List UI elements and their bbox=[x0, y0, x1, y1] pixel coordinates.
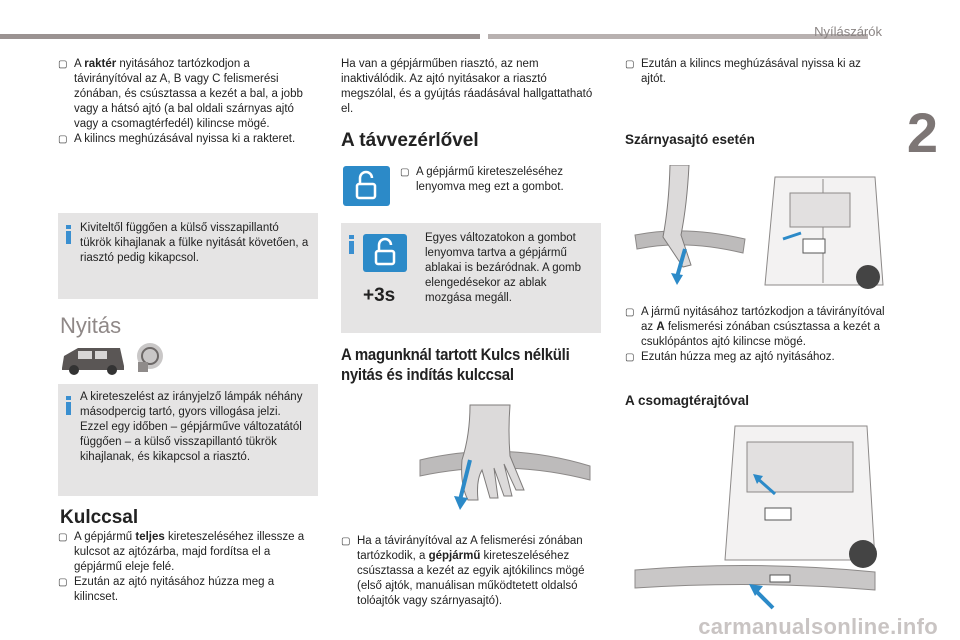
bullet-marker-icon: ▢ bbox=[400, 167, 410, 178]
bullet-marker-icon: ▢ bbox=[58, 134, 68, 145]
col3-top-bullet bbox=[625, 57, 885, 87]
chapter-number: 2 bbox=[906, 101, 938, 164]
keyless-bullet bbox=[341, 534, 601, 609]
bullet-item: ▢ A kilincs meghúzásával nyissa ki a rakteret. bbox=[58, 133, 296, 145]
bullet-item: ▢ A jármű nyitásához tartózkodjon a távirányítóval az A felismerési zónában csúsztassa a kezét a csuklópántos ajtó kilincse mögé. bbox=[625, 306, 885, 348]
section-title-kulccsal: Kulccsal bbox=[60, 507, 139, 528]
unlock-button-icon bbox=[363, 234, 407, 272]
bullet-item: ▢ A gépjármű kireteszeléséhez lenyomva meg ezt a gombot. bbox=[400, 166, 564, 193]
bullet-marker-icon: ▢ bbox=[625, 59, 635, 70]
section-name: Nyílászárók bbox=[814, 24, 882, 39]
section-title-tavvezerlo: A távvezérlővel bbox=[341, 130, 479, 151]
alarm-note: Ha van a gépjárműben riasztó, az nem inaktiválódik. Az ajtó nyitásakor a riasztó megszólal, és a gyújtás ráadásával hallgattatható el. bbox=[341, 58, 593, 115]
info-box-mirrors bbox=[58, 213, 318, 299]
info-box-unlock bbox=[58, 384, 318, 496]
bullet-item: ▢ Ezután az ajtó nyitásához húzza meg a kilincset. bbox=[58, 576, 275, 603]
info-text: Egyes változatokon a gombot lenyomva tartva a gépjármű ablakai is bezáródnak. A gomb elengedésekor az ablak mozgása megáll. bbox=[425, 232, 581, 304]
header-rule bbox=[0, 34, 480, 39]
wing-door-illustration bbox=[625, 165, 885, 295]
section-title-keyless: A magunknál tartott Kulcs nélküli nyitás és indítás kulccsal bbox=[341, 345, 570, 384]
section-title-csomagter: A csomagtérajtóval bbox=[625, 393, 750, 408]
bullet-item: ▢ A gépjármű teljes kireteszeléséhez illessze a kulcsot az ajtózárba, majd fordítsa el a gépjármű eleje felé. bbox=[58, 531, 305, 573]
hand-handle-illustration bbox=[410, 400, 600, 518]
bullet-item: ▢ Ha a távirányítóval az A felismerési zónában tartózkodik, a gépjármű kireteszeléséhez csúsztassa a kezét az egyik ajtókilincs mögé (első ajtók, manuálisan működtetett oldalsó tolóajtók vagy szárnyasajtó). bbox=[341, 535, 585, 607]
info-icon bbox=[66, 396, 71, 414]
bullet-item: ▢ A raktér nyitásához tartózkodjon a távirányítóval az A, B vagy C felismerési zónában, és csúsztassa a kezét a bal, a jobb vagy a hátsó ajtó (a bal oldali szárnyas ajtó vagy a csomagtérfedél) kilincse mögé. bbox=[58, 58, 303, 130]
info-text: Kiviteltől függően a külső visszapillantó tükrök kihajlanak a fülke nyitását követően, a riasztó pedig kikapcsol. bbox=[80, 222, 309, 264]
remote-unlock-bullet bbox=[400, 165, 590, 195]
info-text: A kireteszelést az irányjelző lámpák néhány másodpercig tartó, gyors villogása jelzi. Ezzel egy időben – gépjárműve változatától függően – a külső visszapillantó tükrök kihajlanak, és kikapcsol a riasztó. bbox=[80, 391, 303, 463]
info-box-windows bbox=[341, 223, 601, 333]
bullet-marker-icon: ▢ bbox=[625, 307, 635, 318]
van-illustration bbox=[58, 340, 178, 376]
bullet-marker-icon: ▢ bbox=[58, 532, 68, 543]
plus-3s-label: +3s bbox=[363, 285, 396, 306]
bullet-marker-icon: ▢ bbox=[341, 536, 351, 547]
bullet-marker-icon: ▢ bbox=[58, 577, 68, 588]
tailgate-illustration bbox=[625, 420, 885, 612]
col1-bullets bbox=[58, 57, 320, 147]
info-icon bbox=[66, 225, 71, 243]
section-title-szarnyasajto: Szárnyasajtó esetén bbox=[625, 132, 755, 147]
col3-wing-bullets bbox=[625, 305, 885, 365]
bullet-item: ▢ Ezután a kilincs meghúzásával nyissa ki az ajtót. bbox=[625, 58, 861, 85]
section-title-nyitas: Nyitás bbox=[60, 313, 122, 338]
bullet-marker-icon: ▢ bbox=[58, 59, 68, 70]
bullet-marker-icon: ▢ bbox=[625, 352, 635, 363]
info-icon bbox=[349, 235, 354, 253]
col1-kulcs-bullets bbox=[58, 530, 320, 605]
header-rule-right bbox=[488, 34, 868, 39]
watermark: carmanualsonline.info bbox=[698, 614, 938, 639]
bullet-item: ▢ Ezután húzza meg az ajtó nyitásához. bbox=[625, 351, 835, 363]
unlock-button-icon bbox=[343, 166, 390, 206]
